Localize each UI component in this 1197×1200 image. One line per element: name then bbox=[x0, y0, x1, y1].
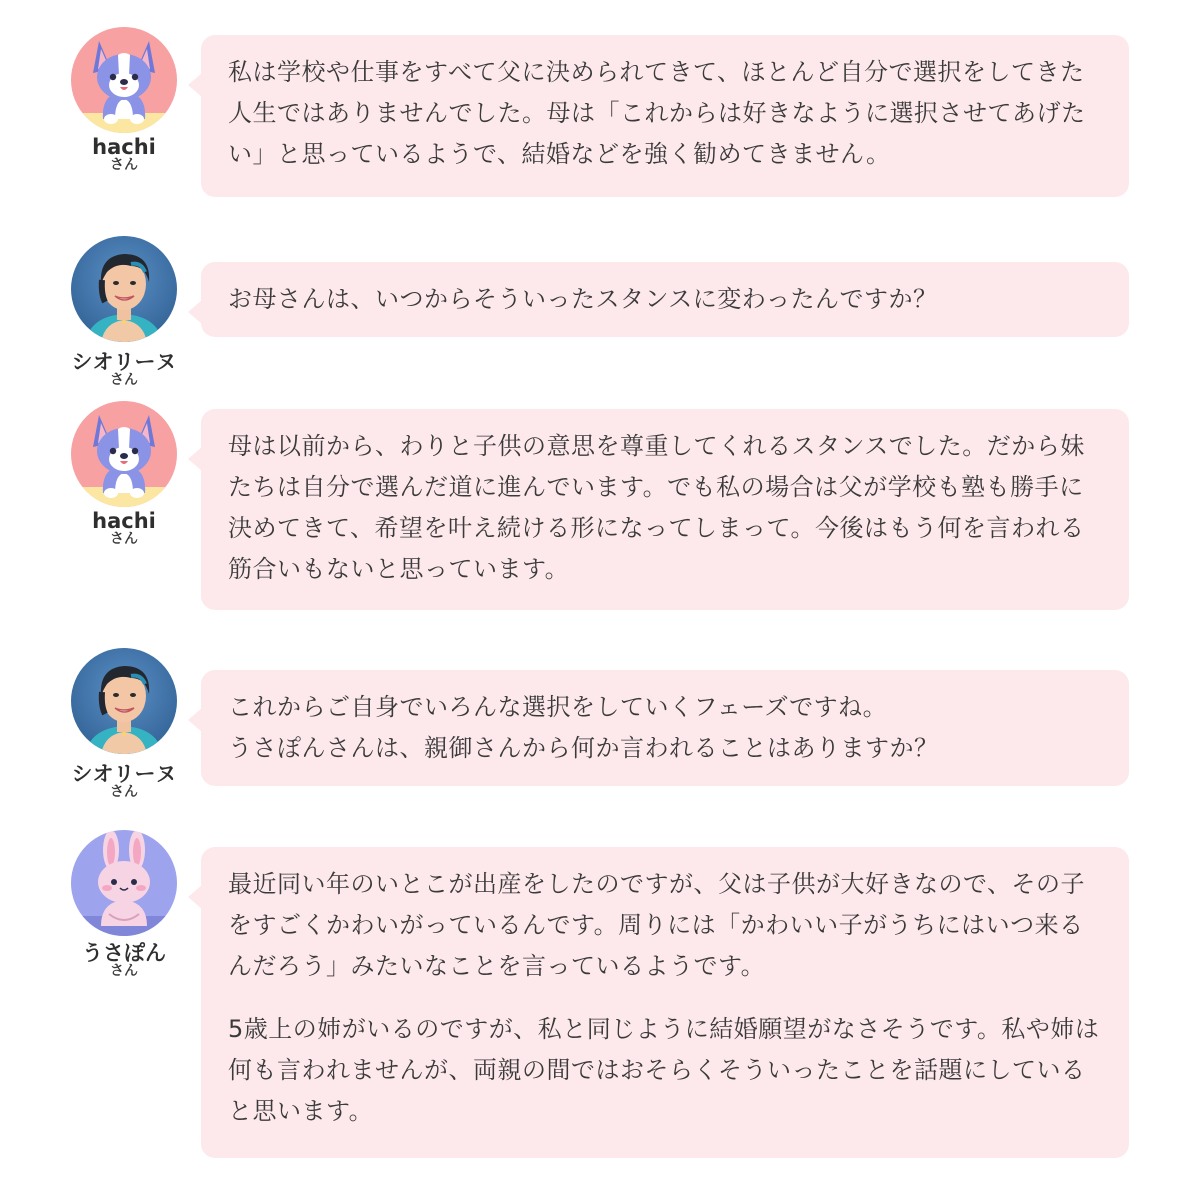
speaker-name: うさぽん bbox=[82, 941, 166, 965]
speech-bubble bbox=[201, 409, 1129, 610]
speaker-honorific: さん bbox=[110, 963, 138, 979]
speaker-honorific: さん bbox=[110, 531, 138, 547]
speaker-block bbox=[70, 830, 178, 978]
woman-portrait-photo bbox=[71, 648, 177, 754]
rabbit-icon bbox=[71, 830, 177, 936]
speaker-block bbox=[70, 401, 178, 546]
message-text: 私は学校や仕事をすべて父に決められてきて、ほとんど自分で選択をしてきた人生ではありませんでした。母は「これからは好きなように選択させてあげたい」と思っているようで、結婚などを強く勧めてきません。 bbox=[228, 58, 1086, 168]
speech-bubble bbox=[201, 670, 1129, 786]
message-text: 最近同い年のいとこが出産をしたのですが、父は子供が大好きなので、その子をすごくかわいがっているんです。周りには「かわいい子がうちにはいつ来るんだろう」みたいなことを言っているようです。 bbox=[228, 870, 1086, 980]
speaker-honorific: さん bbox=[110, 784, 138, 800]
speaker-block bbox=[70, 236, 178, 387]
speech-bubble bbox=[201, 847, 1129, 1158]
speaker-name: hachi bbox=[92, 135, 156, 159]
speaker-name: hachi bbox=[92, 509, 156, 533]
message-text: 5歳上の姉がいるのですが、私と同じように結婚願望がなさそうです。私や姉は何も言われませんが、両親の間ではおそらくそういったことを話題にしていると思います。 bbox=[228, 1015, 1100, 1125]
speaker-block bbox=[70, 648, 178, 799]
corgi-dog-icon bbox=[71, 27, 177, 133]
speaker-name: シオリーヌ bbox=[71, 762, 177, 786]
message-text: これからご自身でいろんな選択をしていくフェーズですね。 うさぽんさんは、親御さんから何か言われることはありますか？ bbox=[228, 693, 939, 762]
speaker-name: シオリーヌ bbox=[71, 350, 177, 374]
speaker-honorific: さん bbox=[110, 372, 138, 388]
speaker-honorific: さん bbox=[110, 157, 138, 173]
speech-bubble bbox=[201, 262, 1129, 337]
speaker-block bbox=[70, 27, 178, 172]
message-text: お母さんは、いつからそういったスタンスに変わったんですか？ bbox=[228, 285, 938, 313]
woman-portrait-photo bbox=[71, 236, 177, 342]
message-text: 母は以前から、わりと子供の意思を尊重してくれるスタンスでした。だから妹たちは自分で選んだ道に進んでいます。でも私の場合は父が学校も塾も勝手に決めてきて、希望を叶え続ける形になってしまって。今後はもう何を言われる筋合いもないと思っています。 bbox=[228, 432, 1085, 583]
corgi-dog-icon bbox=[71, 401, 177, 507]
speech-bubble bbox=[201, 35, 1129, 197]
